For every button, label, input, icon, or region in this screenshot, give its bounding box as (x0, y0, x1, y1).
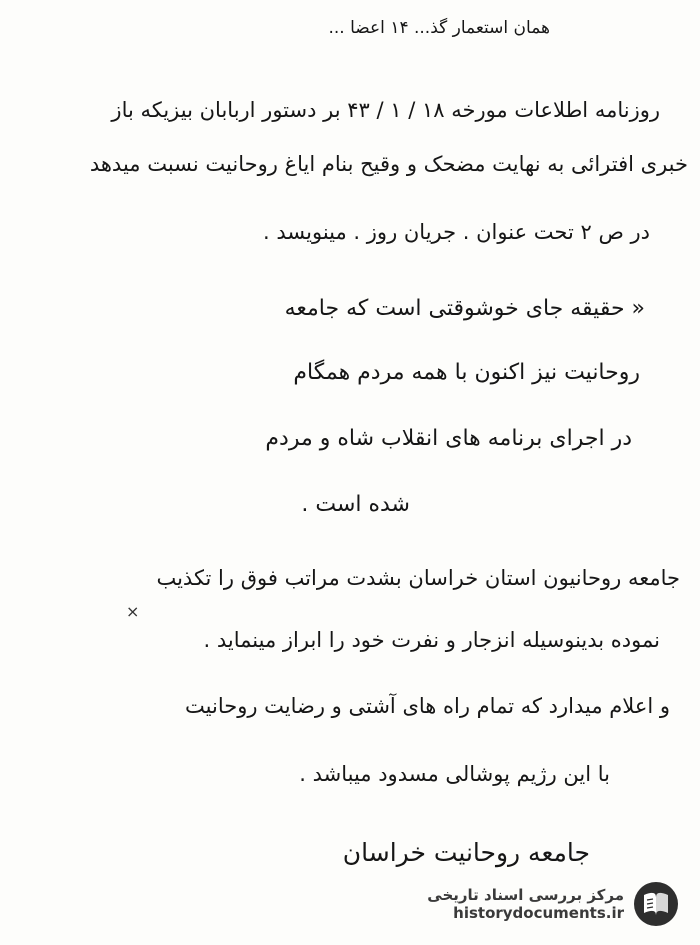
quote-line-3: در اجرای برنامه های انقلاب شاه و مردم (265, 426, 632, 451)
quote-line-1: « حقیقه جای خوشوقتی است که جامعه (284, 296, 645, 321)
book-logo-icon (632, 880, 680, 928)
quote-line-2: روحانیت نیز اکنون با همه مردم همگام (293, 360, 640, 385)
signature: جامعه روحانیت خراسان (342, 838, 590, 867)
watermark-url: historydocuments.ir (453, 904, 624, 922)
margin-mark: × (126, 602, 140, 621)
watermark-org-name: مرکز بررسی اسناد تاریخی (427, 886, 624, 904)
text-line-3: در ص ۲ تحت عنوان . جریان روز . مینویسد . (263, 220, 650, 244)
watermark-text (427, 886, 624, 922)
text-line-2: خبری افترائی به نهایت مضحک و وقیح بنام ایاغ روحانیت نسبت میدهد (89, 152, 688, 176)
text-line-7: با این رژیم پوشالی مسدود میباشد . (299, 762, 610, 786)
heading-line: همان استعمار گذ... ۱۴ اعضا ... (328, 18, 550, 38)
watermark (427, 880, 680, 928)
quote-line-4: شده است . (301, 492, 410, 517)
text-line-6: و اعلام میدارد که تمام راه های آشتی و رضایت روحانیت (185, 694, 670, 718)
text-line-4: جامعه روحانیون استان خراسان بشدت مراتب فوق را تکذیب (156, 566, 680, 590)
text-line-1: روزنامه اطلاعات مورخه ۱۸ / ۱ / ۴۳ بر دستور اربابان بیزیکه باز (111, 98, 660, 122)
text-line-5: نموده بدینوسیله انزجار و نفرت خود را ابراز مینماید . (203, 628, 660, 652)
